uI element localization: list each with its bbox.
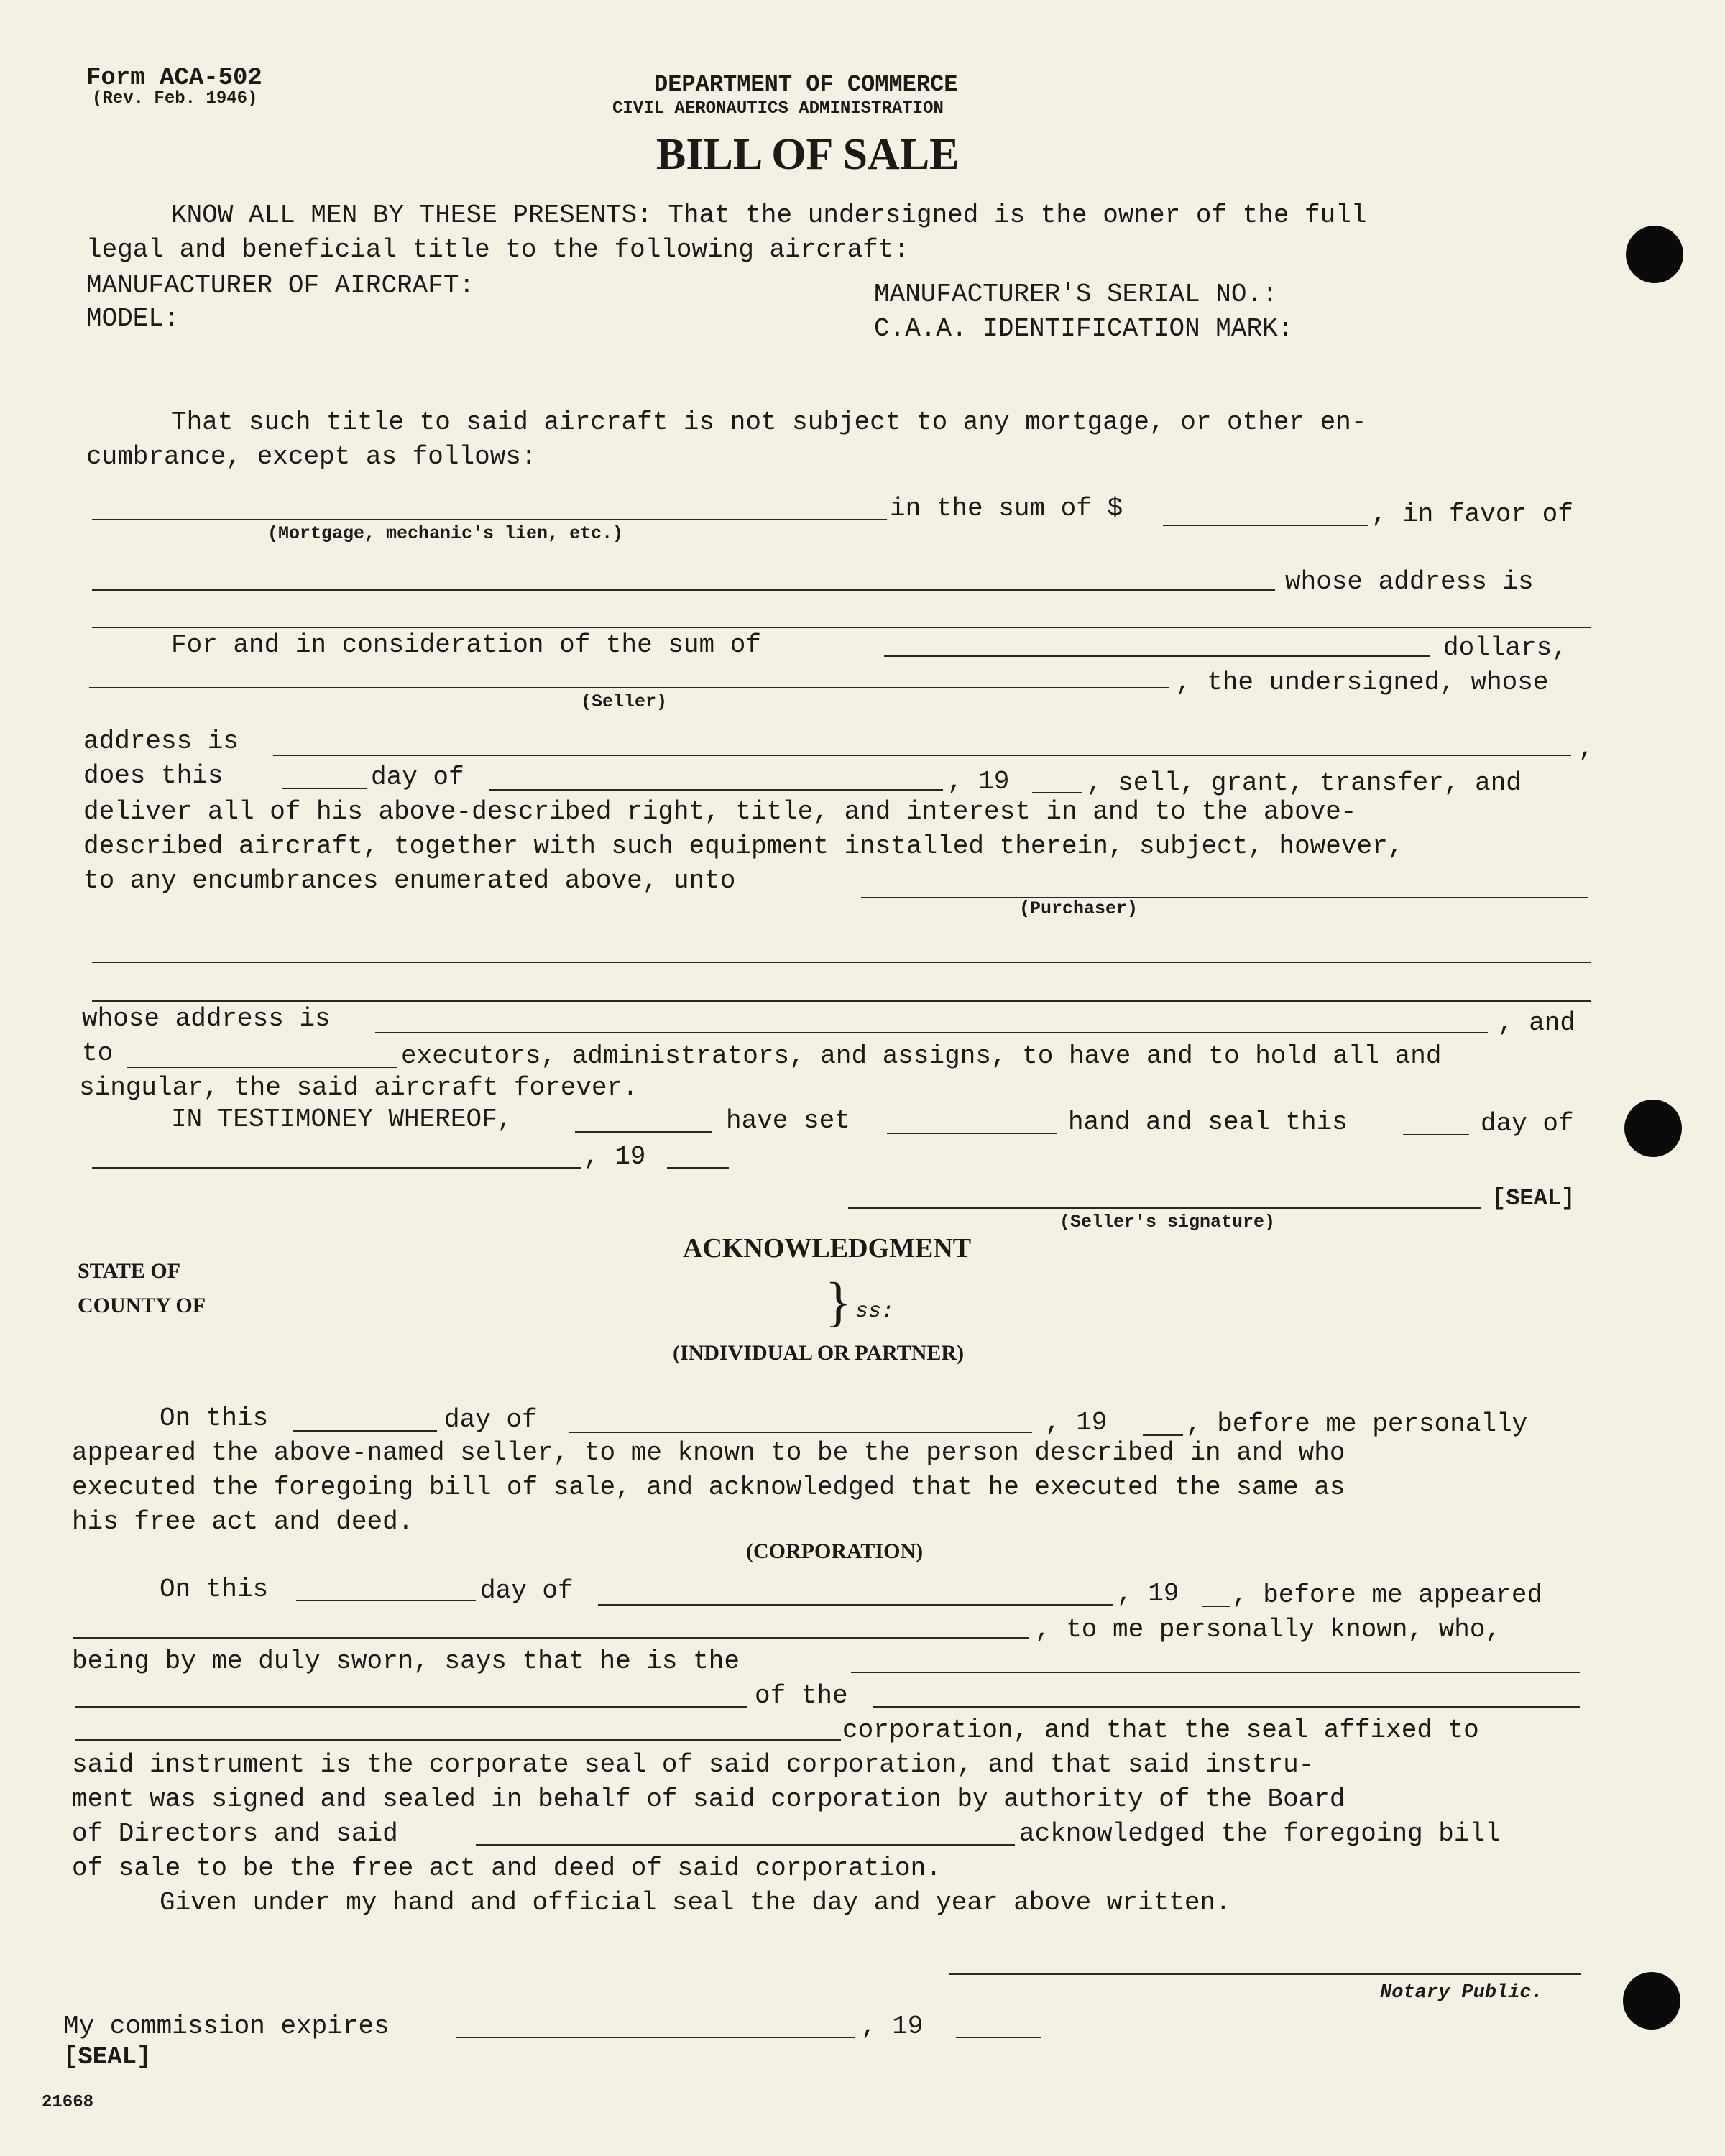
seller-address-field[interactable] (273, 755, 1571, 756)
ack-day-field[interactable] (293, 1430, 437, 1432)
in-favor-label: , in favor of (1371, 499, 1573, 529)
form-serial-number: 21668 (42, 2093, 94, 2112)
sum-label: in the sum of $ (890, 494, 1123, 523)
manufacturer-label: MANUFACTURER OF AIRCRAFT: (86, 271, 475, 300)
whose-address-label: whose address is (1285, 567, 1534, 596)
binder-hole-top (1626, 226, 1683, 283)
individual-partner-label: (INDIVIDUAL OR PARTNER) (673, 1341, 965, 1365)
testimony-month-field[interactable] (92, 1167, 581, 1169)
testimony-year-label: , 19 (584, 1142, 646, 1171)
corp-corporation-label: corporation, and that the seal affixed to (842, 1715, 1479, 1745)
corp-line-6: ment was signed and sealed in behalf of said corporation by authority of the Board (72, 1784, 1346, 1814)
testimony-label: IN TESTIMONEY WHEREOF, (171, 1105, 513, 1134)
caa-mark-label: C.A.A. IDENTIFICATION MARK: (874, 314, 1294, 344)
corp-sworn-label: being by me duly sworn, says that he is the (72, 1646, 740, 1676)
ack-before-label: , before me personally (1186, 1409, 1528, 1439)
corp-person-field[interactable] (73, 1637, 1029, 1639)
corp-line-5: said instrument is the corporate seal of said corporation, and that said instru- (72, 1750, 1315, 1779)
testimony-day-of-label: day of (1481, 1109, 1574, 1138)
ack-on-this-label: On this (160, 1404, 269, 1433)
document-title: BILL OF SALE (656, 130, 960, 179)
corp-name-field-2[interactable] (75, 1706, 748, 1708)
mortgage-sum-field[interactable] (1163, 525, 1368, 526)
encumbrance-line-1: That such title to said aircraft is not subject to any mortgage, or other en- (171, 407, 1367, 437)
ack-line-4: his free act and deed. (72, 1507, 414, 1537)
corp-on-this-label: On this (160, 1575, 269, 1604)
commission-label: My commission expires (63, 2012, 390, 2041)
model-label: MODEL: (86, 304, 180, 333)
corp-day-field[interactable] (296, 1600, 476, 1601)
consideration-line-5: deliver all of his above-described right, title, and interest in and to the above- (83, 797, 1357, 826)
ack-line-2: appeared the above-named seller, to me known to be the person described in and who (72, 1438, 1346, 1468)
corp-of-the-label: of the (755, 1681, 848, 1710)
intro-line-2: legal and beneficial title to the following aircraft: (86, 235, 909, 264)
sale-year-field[interactable] (1032, 792, 1082, 793)
ack-line-3: executed the foregoing bill of sale, and acknowledged that he executed the same as (72, 1473, 1346, 1502)
purchaser-address-label: whose address is (82, 1004, 331, 1033)
corp-month-field[interactable] (598, 1604, 1113, 1606)
seller-seal-label: [SEAL] (1492, 1185, 1576, 1212)
seller-caption: (Seller) (581, 691, 668, 712)
to-label: to (82, 1038, 114, 1068)
consideration-line-6: described aircraft, together with such equipment installed therein, subject, however, (83, 831, 1404, 861)
executors-label: executors, administrators, and assigns, to have and to hold all and (401, 1041, 1442, 1071)
corp-line-8: of sale to be the free act and deed of said corporation. (72, 1853, 942, 1883)
county-label: COUNTY OF (78, 1294, 206, 1317)
sale-day-field[interactable] (282, 788, 367, 789)
corp-office-field[interactable] (851, 1672, 1580, 1673)
binder-hole-bottom (1623, 1972, 1680, 2030)
notary-caption: Notary Public. (1380, 1982, 1543, 2004)
purchaser-address-field[interactable] (375, 1032, 1488, 1033)
notary-seal-label: [SEAL] (63, 2044, 152, 2071)
mortgage-address-field[interactable] (92, 627, 1591, 628)
have-set-label: have set (726, 1106, 850, 1135)
corporation-title: (CORPORATION) (746, 1539, 924, 1563)
address-is-label: address is (83, 727, 239, 756)
purchaser-name-field[interactable] (861, 897, 1588, 898)
notary-signature-field[interactable] (949, 1973, 1581, 1975)
corp-name-field[interactable] (873, 1706, 1580, 1708)
acknowledgment-title: ACKNOWLEDGMENT (683, 1233, 972, 1263)
day-of-label: day of (371, 763, 464, 792)
encumbrance-line-2: cumbrance, except as follows: (86, 442, 537, 471)
ack-day-of-label: day of (444, 1405, 538, 1434)
form-number: Form ACA-502 (86, 65, 262, 92)
sale-month-field[interactable] (489, 789, 943, 791)
undersigned-label: , the undersigned, whose (1176, 668, 1549, 697)
department-name: DEPARTMENT OF COMMERCE (654, 71, 958, 98)
consideration-sum-field[interactable] (884, 655, 1430, 657)
corp-line-7a: of Directors and said (72, 1819, 398, 1848)
form-revision: (Rev. Feb. 1946) (92, 89, 258, 109)
corp-line-9: Given under my hand and official seal the day and year above written. (160, 1888, 1231, 1917)
corp-line-7b: acknowledged the foregoing bill (1019, 1819, 1501, 1848)
corp-before-label: , before me appeared (1232, 1580, 1543, 1610)
purchaser-name-field-3[interactable] (92, 1000, 1591, 1002)
ss-label: ss: (855, 1299, 895, 1324)
consideration-line-1: For and in consideration of the sum of (171, 630, 761, 660)
corp-officer-field[interactable] (476, 1844, 1015, 1846)
purchaser-caption: (Purchaser) (1019, 898, 1138, 919)
corp-known-label: , to me personally known, who, (1035, 1615, 1501, 1644)
testimony-pronoun-field[interactable] (887, 1133, 1057, 1134)
testimony-year-field[interactable] (667, 1167, 729, 1169)
sale-year-label: , 19 (947, 767, 1010, 796)
purchaser-name-field-2[interactable] (92, 962, 1591, 963)
intro-line-1: KNOW ALL MEN BY THESE PRESENTS: That the undersigned is the owner of the full (171, 201, 1367, 230)
dollars-label: dollars, (1443, 633, 1568, 663)
seller-name-field[interactable] (89, 687, 1169, 688)
corp-year-field[interactable] (1202, 1606, 1230, 1607)
mortgage-favor-field[interactable] (92, 589, 1275, 591)
serial-no-label: MANUFACTURER'S SERIAL NO.: (874, 280, 1278, 309)
purchaser-heirs-field[interactable] (126, 1067, 397, 1068)
corp-name-field-3[interactable] (75, 1739, 841, 1741)
ack-year-field[interactable] (1143, 1434, 1183, 1436)
and-label: , and (1498, 1008, 1576, 1038)
sell-grant-label: , sell, grant, transfer, and (1087, 768, 1522, 798)
agency-name: CIVIL AERONAUTICS ADMINISTRATION (612, 99, 944, 119)
mortgage-type-field[interactable] (92, 519, 887, 520)
hand-seal-label: hand and seal this (1068, 1107, 1348, 1137)
mortgage-caption: (Mortgage, mechanic's lien, etc.) (267, 523, 624, 544)
commission-date-field[interactable] (456, 2037, 855, 2038)
ack-month-field[interactable] (569, 1432, 1032, 1433)
testimony-name-field[interactable] (575, 1131, 712, 1133)
binder-hole-middle (1624, 1100, 1682, 1157)
consideration-line-7: to any encumbrances enumerated above, unto (83, 866, 736, 895)
seller-signature-field[interactable] (848, 1207, 1481, 1209)
state-label: STATE OF (78, 1259, 181, 1283)
singular-label: singular, the said aircraft forever. (79, 1073, 638, 1102)
corp-day-of-label: day of (480, 1576, 574, 1606)
ack-year-label: , 19 (1045, 1408, 1108, 1437)
seller-signature-caption: (Seller's signature) (1059, 1212, 1276, 1233)
testimony-day-field[interactable] (1403, 1134, 1469, 1135)
address-comma: , (1578, 734, 1594, 763)
ss-brace: } (825, 1272, 852, 1332)
does-this-label: does this (83, 761, 224, 791)
corp-year-label: , 19 (1117, 1579, 1179, 1608)
commission-year-field[interactable] (956, 2037, 1041, 2038)
commission-year-label: , 19 (861, 2012, 924, 2041)
